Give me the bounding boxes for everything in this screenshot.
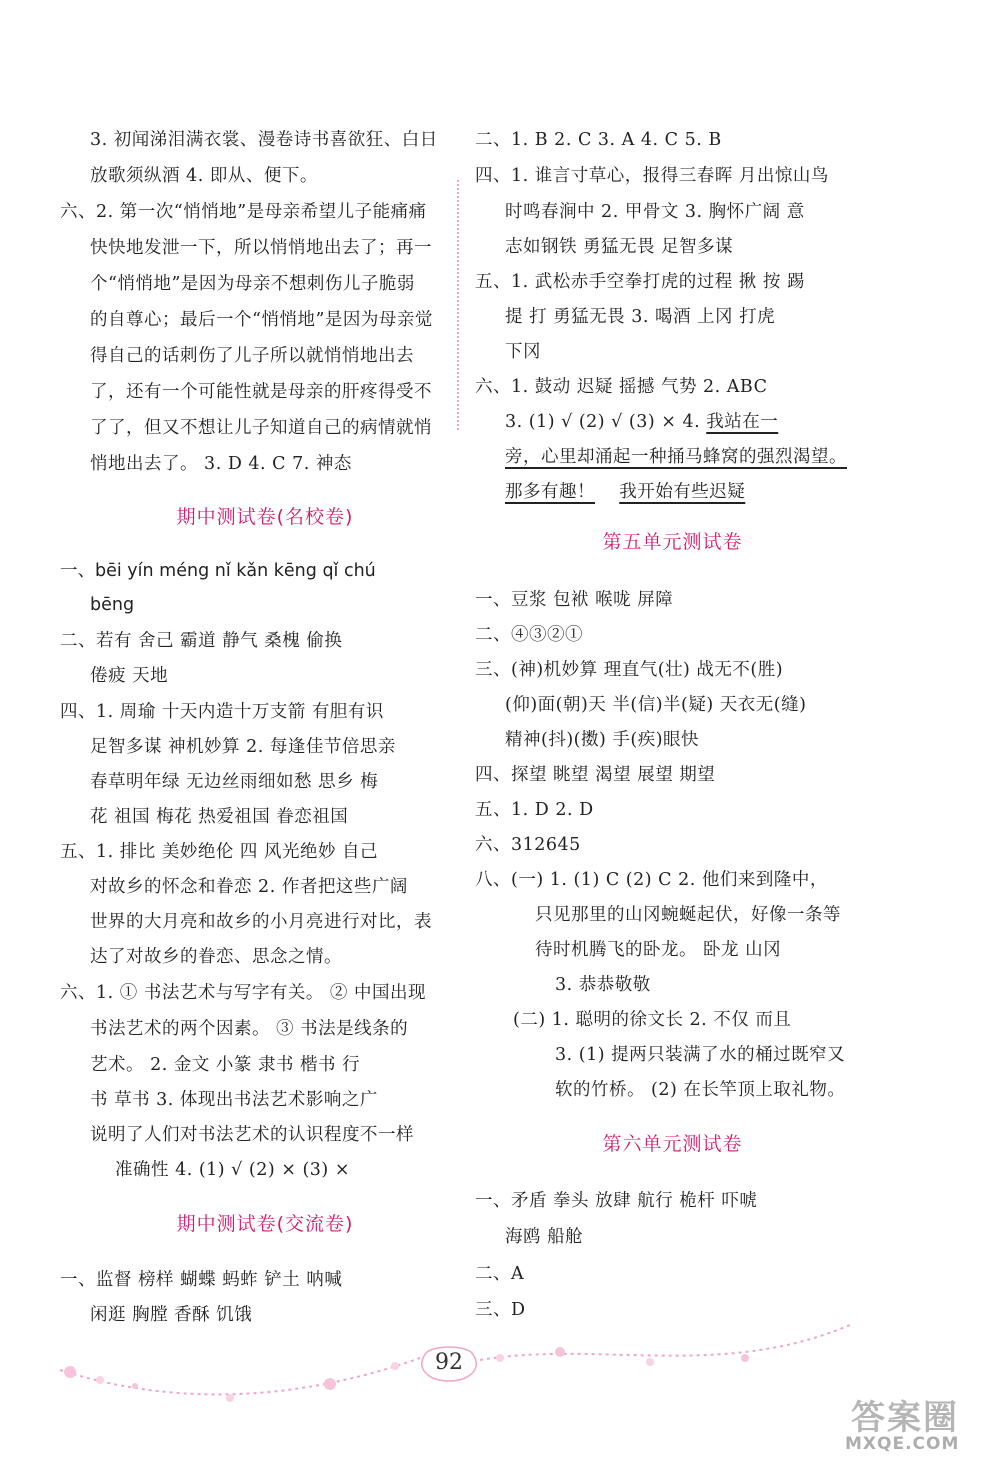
watermark-url: MXQE.COM (845, 1434, 960, 1454)
text-line: 一、豆浆 包袱 喉咙 屏障 (475, 590, 674, 610)
text-line: 放歌须纵酒 4. 即从、便下。 (90, 166, 318, 186)
section-heading: 第六单元测试卷 (602, 1133, 743, 1155)
text-line: 四、1. 周瑜 十天内造十万支箭 有胆有识 (60, 702, 384, 722)
text-line: (二) 1. 聪明的徐文长 2. 不仅 而且 (513, 1010, 792, 1030)
text-segment: 3. (1) √ (2) √ (3) × 4. (505, 412, 707, 432)
page-number: 92 (435, 1350, 463, 1375)
text-line: 精神(抖)(擞) 手(疾)眼快 (505, 730, 700, 750)
text-line (505, 446, 847, 468)
text-line: 的自尊心；最后一个“悄悄地”是因为母亲觉 (90, 310, 433, 330)
text-line: 三、(神)机妙算 理直气(壮) 战无不(胜) (475, 660, 784, 680)
text-line: 二、A (475, 1264, 525, 1284)
text-line: 海鸥 船舱 (505, 1227, 584, 1247)
text-line: 二、1. B 2. C 3. A 4. C 5. B (475, 130, 722, 150)
text-line: 倦疲 天地 (90, 666, 169, 686)
text-line: 3. 恭恭敬敬 (555, 975, 651, 995)
text-line: 下冈 (505, 342, 541, 362)
section-heading: 期中测试卷(交流卷) (176, 1213, 354, 1235)
text-line: 软的竹桥。 (2) 在长竿顶上取礼物。 (555, 1080, 846, 1100)
text-line: 闲逛 胸膛 香酥 饥饿 (90, 1305, 253, 1325)
text-line: 快快地发泄一下，所以悄悄地出去了；再一 (90, 238, 432, 258)
text-line: 书 草书 3. 体现出书法艺术影响之广 (90, 1090, 378, 1110)
text-line: 二、若有 舍己 霸道 静气 桑槐 偷换 (60, 631, 343, 651)
text-line: 对故乡的怀念和眷恋 2. 作者把这些广阔 (90, 877, 408, 897)
underlined-answer: 旁，心里却涌起一种捅马蜂窝的强烈渴望。 (505, 447, 847, 467)
text-line: 春草明年绿 无边丝雨细如愁 思乡 梅 (90, 772, 379, 792)
column-divider (457, 180, 459, 430)
text-line: 足智多谋 神机妙算 2. 每逢佳节倍思亲 (90, 737, 396, 757)
text-line: 五、1. 排比 美妙绝伦 四 风光绝妙 自己 (60, 842, 379, 862)
section-heading: 期中测试卷(名校卷) (176, 506, 354, 528)
text-line: 八、(一) 1. (1) C (2) C 2. 他们来到隆中， (475, 870, 828, 890)
text-line: 达了对故乡的眷恋、思念之情。 (90, 947, 342, 967)
underlined-answer: 那多有趣！ (505, 482, 595, 502)
text-line: 3. 初闻涕泪满衣裳、漫卷诗书喜欲狂、白日 (90, 130, 438, 150)
text-line: 书法艺术的两个因素。 ③ 书法是线条的 (90, 1019, 409, 1039)
text-line: 五、1. 武松赤手空拳打虎的过程 揪 按 踢 (475, 272, 805, 292)
underlined-answer: 我站在一 (706, 412, 779, 432)
text-line: 艺术。 2. 金文 小篆 隶书 楷书 行 (90, 1055, 361, 1075)
text-line (505, 481, 745, 503)
text-line: 五、1. D 2. D (475, 800, 594, 820)
text-line: 得自己的话刺伤了儿子所以就悄悄地出去 (90, 346, 414, 366)
text-line: 了，还有一个可能性就是母亲的肝疼得受不 (90, 382, 432, 402)
text-line: 个“悄悄地”是因为母亲不想刺伤儿子脆弱 (90, 274, 415, 294)
text-line: 一、矛盾 拳头 放肆 航行 桅杆 吓唬 (475, 1191, 758, 1211)
text-line (505, 411, 778, 433)
text-line: 时鸣春涧中 2. 甲骨文 3. 胸怀广阔 意 (505, 202, 805, 222)
text-line: 六、312645 (475, 835, 581, 855)
text-line: 世界的大月亮和故乡的小月亮进行对比，表 (90, 912, 432, 932)
text-line: 四、1. 谁言寸草心，报得三春晖 月出惊山鸟 (475, 166, 829, 186)
text-line: 四、探望 眺望 渴望 展望 期望 (475, 765, 716, 785)
text-line: 二、④③②① (475, 625, 583, 645)
text-line: 了了，但又不想让儿子知道自己的病情就悄 (90, 418, 432, 438)
text-line: (仰)面(朝)天 半(信)半(疑) 天衣无(缝) (505, 695, 807, 715)
text-line: 六、1. 鼓动 迟疑 摇撼 气势 2. ABC (475, 377, 768, 397)
pinyin-line: 一、bēi yín méng nǐ kǎn kēng qǐ chú (60, 561, 376, 581)
text-line: 六、2. 第一次“悄悄地”是母亲希望儿子能痛痛 (60, 202, 427, 222)
underlined-answer: 我开始有些迟疑 (619, 482, 746, 502)
text-line: 待时机腾飞的卧龙。 卧龙 山冈 (535, 940, 782, 960)
text-line: 三、D (475, 1300, 526, 1320)
text-line: 3. (1) 提两只装满了水的桶过既窄又 (555, 1045, 846, 1065)
text-line: 准确性 4. (1) √ (2) × (3) × (115, 1160, 350, 1180)
pinyin-line: bēng (90, 595, 135, 615)
section-heading: 第五单元测试卷 (602, 531, 743, 553)
watermark-logo: 答案圈 (851, 1398, 959, 1438)
text-line: 志如钢铁 勇猛无畏 足智多谋 (505, 237, 734, 257)
text-line: 提 打 勇猛无畏 3. 喝酒 上冈 打虎 (505, 307, 776, 327)
text-line: 只见那里的山冈蜿蜒起伏，好像一条等 (535, 905, 841, 925)
text-line: 悄地出去了。 3. D 4. C 7. 神态 (90, 454, 352, 474)
text-line: 一、监督 榜样 蝴蝶 蚂蚱 铲土 呐喊 (60, 1270, 343, 1290)
text-line: 花 祖国 梅花 热爱祖国 眷恋祖国 (90, 807, 349, 827)
text-line: 六、1. ① 书法艺术与写字有关。 ② 中国出现 (60, 983, 426, 1003)
text-line: 说明了人们对书法艺术的认识程度不一样 (90, 1125, 414, 1145)
watermark (815, 1390, 995, 1455)
page-number-frame (420, 1343, 478, 1383)
